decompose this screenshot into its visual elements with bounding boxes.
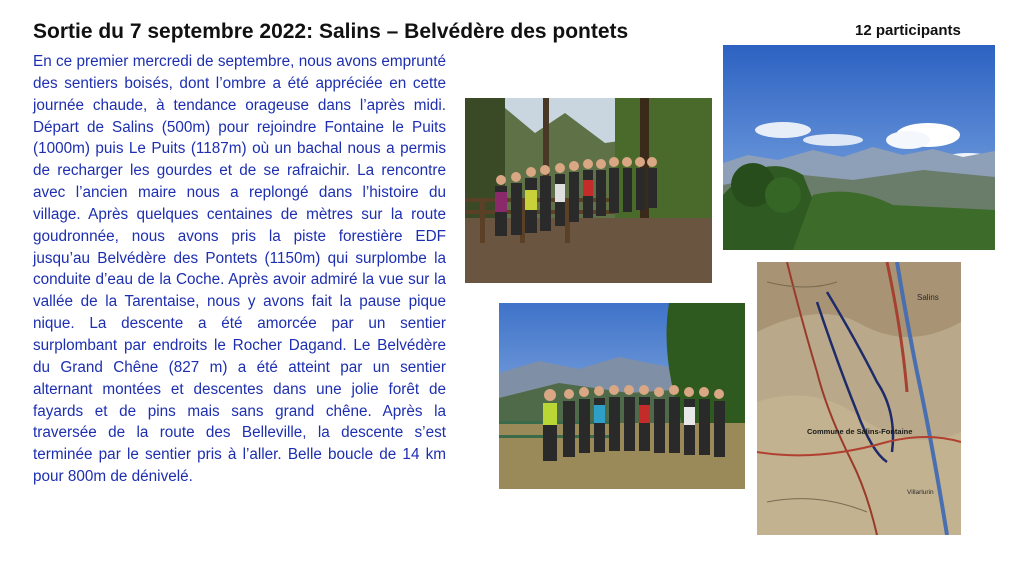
mountain-panorama-photo	[723, 45, 995, 250]
outing-description: En ce premier mercredi de septembre, nous avons emprunté des sentiers boisés, dont l’ombre a été appréciée en cette journée chaude, à tendance orageuse dans l’après midi. Départ de Salins (500m) pour rejoindre Fontaine le Puits (1000m) puis Le Puits (1187m) où un bachal nous a permis de recharger les gourdes et de se rafraichir. La rencontre avec l’ancien maire nous a replongé dans l’histoire du village. Après quelques centaines de mètres sur la route goudronnée, nous avons pris la piste forestière EDF jusqu’au Belvédère des Pontets (1150m) qui surplombe la conduite d’eau de la Coche. Après avoir admiré la vue sur la vallée de la Tarentaise, nous y avons fait la pause pique nique. La descente a été amorcée par un sentier surplombant par endroits le Rocher Dagand. Le Belvédère du Grand Chêne (827 m) a été atteint par un sentier alternant montées et descentes dans une jolie forêt de fayards et de pins mais sans grand chêne. Après la traversée de la route des Belleville, la descente s’est terminée par le sentier pris à l’aller. Belle boucle de 14 km pour 800m de dénivelé.	[33, 53, 446, 486]
map-label-commune: Commune de Salins-Fontaine	[807, 427, 913, 436]
route-map	[757, 262, 961, 535]
map-label-village: Villarlurin	[907, 489, 934, 496]
group-photo-viewpoint	[499, 303, 745, 489]
slide-title: Sortie du 7 septembre 2022: Salins – Belvédère des pontets	[33, 20, 629, 43]
participants-count: 12 participants	[855, 22, 961, 39]
map-label-salins: Salins	[917, 293, 939, 302]
group-photo-terrace	[465, 98, 712, 283]
